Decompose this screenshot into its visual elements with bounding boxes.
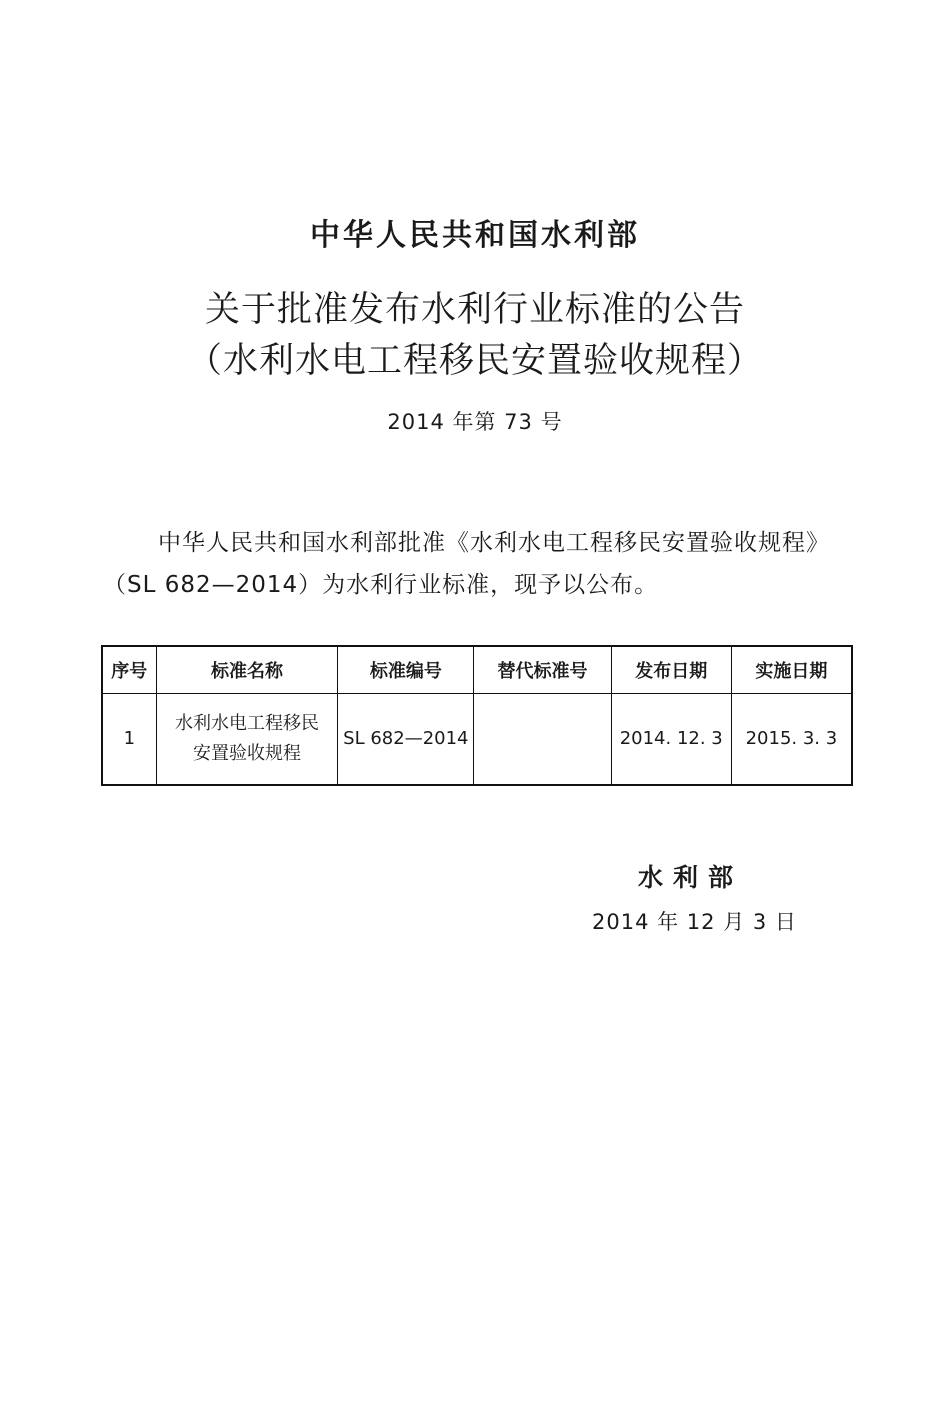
cell-code: SL 682—2014 [338,694,474,786]
issuing-ministry: 中华人民共和国水利部 [310,218,640,253]
cell-effective: 2015. 3. 3 [731,694,852,786]
cell-name-line2: 安置验收规程 [193,743,301,764]
cell-name-line1: 水利水电工程移民 [175,713,319,734]
cell-published: 2014. 12. 3 [611,694,731,786]
header-published: 发布日期 [611,646,731,694]
signature-issuer: 水利部 [638,863,744,892]
announcement-body: 中华人民共和国水利部批准《水利水电工程移民安置验收规程》（SL 682—2014）为水利行业标准，现予以公布。 [103,530,830,598]
table-header-row [102,646,852,694]
header-replaces: 替代标准号 [474,646,611,694]
cell-replaces [474,694,611,786]
header-code: 标准编号 [338,646,474,694]
cell-name [156,694,338,786]
signature-date: 2014 年 12 月 3 日 [592,910,797,934]
cell-seq: 1 [102,694,156,786]
header-seq: 序号 [102,646,156,694]
table-row [102,694,852,786]
standards-table [101,645,853,786]
header-name: 标准名称 [156,646,338,694]
announcement-subtitle: （水利水电工程移民安置验收规程） [186,341,763,381]
document-number: 2014 年第 73 号 [387,410,563,434]
header-effective: 实施日期 [731,646,852,694]
announcement-title: 关于批准发布水利行业标准的公告 [204,290,745,330]
